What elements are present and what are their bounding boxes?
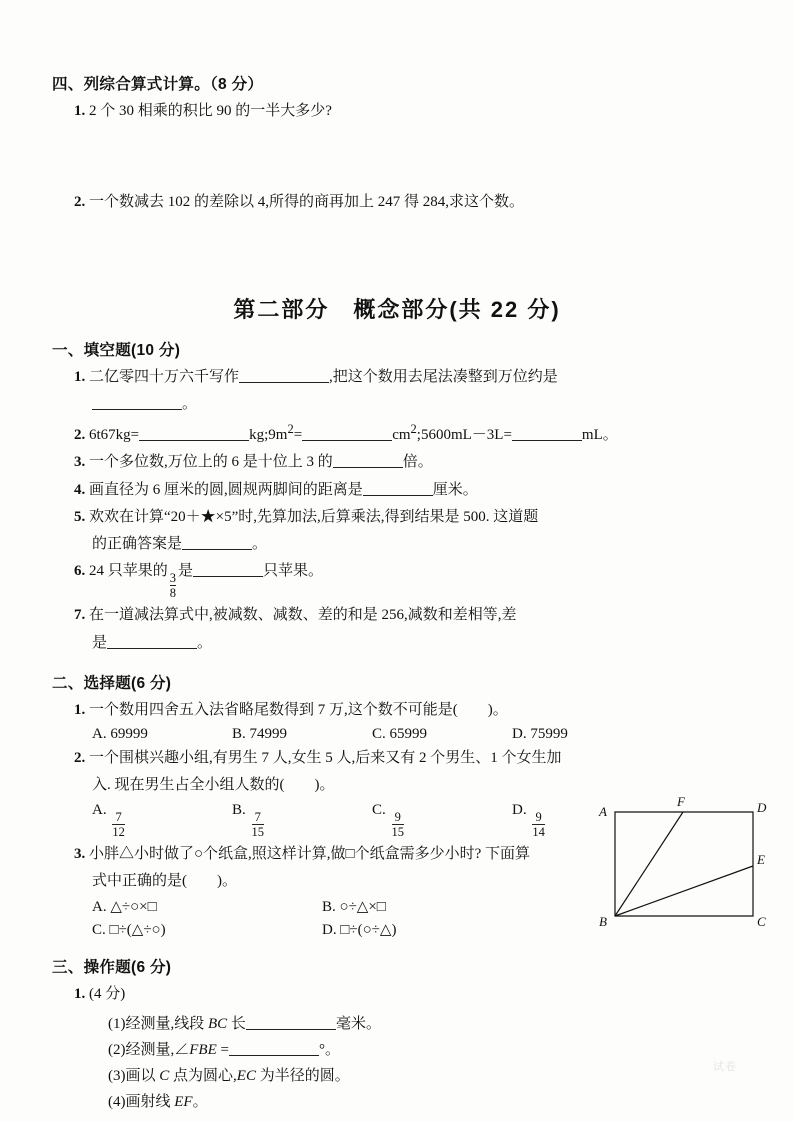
section-heading-4: 四、列综合算式计算。（8 分） bbox=[52, 76, 264, 93]
choice-item-1 bbox=[74, 699, 742, 722]
option-label: C. bbox=[372, 801, 386, 818]
operate-item-1 bbox=[74, 983, 742, 1006]
option-b[interactable]: B. ○÷△×□ bbox=[322, 899, 386, 916]
math-symbol: EC bbox=[236, 1068, 256, 1084]
answer-blank[interactable] bbox=[333, 452, 403, 468]
fraction-denominator: 8 bbox=[169, 586, 177, 601]
answer-blank[interactable] bbox=[363, 480, 433, 496]
question-number: 2. bbox=[74, 750, 86, 767]
fill-item-4 bbox=[74, 479, 742, 502]
section-heading-fill: 一、填空题(10 分) bbox=[52, 341, 181, 359]
fraction bbox=[532, 811, 545, 839]
answer-blank[interactable] bbox=[512, 425, 582, 441]
option-c[interactable] bbox=[372, 802, 512, 839]
geometry-figure bbox=[595, 788, 785, 938]
option-a[interactable]: A. 69999 bbox=[92, 726, 148, 743]
question-text: ;5600mL－3L= bbox=[416, 427, 512, 443]
question-score: (4 分) bbox=[89, 986, 126, 1003]
operate-sub-4 bbox=[108, 1089, 742, 1115]
option-a[interactable] bbox=[92, 802, 232, 839]
question-text: kg;9m bbox=[249, 427, 288, 443]
option-c[interactable]: C. □÷(△÷○) bbox=[92, 922, 166, 939]
fraction-denominator: 15 bbox=[251, 824, 265, 839]
figure-label-D: D bbox=[757, 800, 767, 815]
operate-sub-2 bbox=[108, 1037, 742, 1063]
question-number: 1. bbox=[74, 986, 86, 1003]
line-be bbox=[615, 866, 753, 916]
option-b[interactable]: B. 74999 bbox=[232, 726, 288, 743]
question-number: 5. bbox=[74, 508, 86, 525]
question-number: 3. bbox=[74, 454, 86, 471]
answer-blank[interactable] bbox=[92, 394, 182, 410]
fraction-numerator: 9 bbox=[394, 809, 401, 824]
option-label: D. bbox=[512, 801, 527, 818]
answer-blank[interactable] bbox=[246, 1014, 336, 1030]
option-d[interactable]: D. 75999 bbox=[512, 726, 568, 743]
figure-label-A: A bbox=[599, 804, 607, 819]
option-label: A. bbox=[92, 801, 107, 818]
question-text: 小胖△小时做了○个纸盒,照这样计算,做□个纸盒需多少小时? 下面算 bbox=[89, 845, 531, 862]
question-text: 。 bbox=[252, 536, 268, 552]
math-symbol: EF bbox=[174, 1094, 193, 1111]
question-text: 二亿零四十万六千写作 bbox=[89, 368, 240, 385]
question-number: 7. bbox=[74, 607, 86, 624]
question-text: 一个多位数,万位上的 6 是十位上 3 的 bbox=[89, 454, 333, 471]
question-text: ,把这个数用去尾法凑整到万位约是 bbox=[329, 368, 558, 385]
fraction bbox=[112, 811, 125, 839]
superscript: 2 bbox=[287, 422, 294, 436]
option-c[interactable]: C. 65999 bbox=[372, 726, 428, 743]
answer-blank[interactable] bbox=[239, 367, 329, 383]
question-text: 24 只苹果的 bbox=[89, 563, 168, 580]
fraction-denominator: 14 bbox=[532, 824, 545, 839]
fraction bbox=[252, 811, 265, 839]
answer-blank[interactable] bbox=[229, 1040, 319, 1056]
superscript: 2 bbox=[410, 422, 417, 436]
math-symbol: BC bbox=[208, 1015, 228, 1032]
question-text: (2)经测量,∠ bbox=[108, 1041, 190, 1058]
question-text: 倍。 bbox=[402, 454, 433, 471]
question-text: 一个数减去 102 的差除以 4,所得的商再加上 247 得 284,求这个数。 bbox=[89, 194, 525, 211]
question-number: 1. bbox=[74, 103, 86, 119]
choice-item-2 bbox=[74, 747, 742, 770]
fill-item-6 bbox=[74, 560, 742, 600]
question-text: 为半径的圆。 bbox=[255, 1068, 350, 1084]
fill-item-1 bbox=[74, 366, 742, 389]
answer-blank[interactable] bbox=[107, 633, 197, 649]
question-text: 只苹果。 bbox=[263, 563, 324, 580]
watermark: 试卷 bbox=[713, 1061, 737, 1073]
answer-blank[interactable] bbox=[302, 425, 392, 441]
option-d[interactable]: D. □÷(○÷△) bbox=[322, 922, 397, 939]
question-text: cm bbox=[392, 427, 411, 443]
option-label: B. bbox=[232, 801, 246, 818]
question-text: 画直径为 6 厘米的圆,圆规两脚间的距离是 bbox=[89, 481, 363, 498]
option-a[interactable]: A. △÷○×□ bbox=[92, 899, 157, 916]
fraction-numerator: 3 bbox=[169, 571, 177, 586]
question-text: 2 个 30 相乘的积比 90 的一半大多少? bbox=[89, 103, 332, 119]
question-text: mL。 bbox=[581, 427, 618, 443]
question-text: = bbox=[293, 427, 303, 443]
question-text: 点为圆心, bbox=[169, 1068, 237, 1084]
fill-item-2 bbox=[74, 420, 742, 447]
question-number: 1. bbox=[74, 368, 86, 385]
question-text: 厘米。 bbox=[432, 481, 478, 498]
option-b[interactable] bbox=[232, 802, 372, 839]
math-symbol: FBE bbox=[189, 1041, 217, 1058]
fraction bbox=[392, 811, 405, 839]
question-text: 是 bbox=[92, 634, 108, 651]
fraction-denominator: 12 bbox=[112, 824, 125, 839]
page-content bbox=[52, 72, 742, 1116]
question-number: 1. bbox=[74, 701, 86, 718]
question-text: 一个数用四舍五入法省略尾数得到 7 万,这个数不可能是( )。 bbox=[89, 701, 508, 718]
question-text: °。 bbox=[318, 1041, 340, 1058]
figure-label-C: C bbox=[757, 914, 766, 929]
fraction-numerator: 7 bbox=[115, 809, 122, 824]
answer-space bbox=[52, 219, 742, 283]
question-text: (3)画以 bbox=[108, 1068, 160, 1084]
fill-item-7-cont bbox=[92, 632, 742, 655]
question-number: 2. bbox=[74, 194, 86, 211]
section-heading-operate: 三、操作题(6 分) bbox=[52, 959, 172, 977]
answer-blank[interactable] bbox=[139, 425, 249, 441]
question-text: 6t67kg= bbox=[89, 427, 140, 443]
fraction bbox=[170, 572, 176, 600]
line-bf bbox=[615, 812, 683, 916]
question-text: 式中正确的是( )。 bbox=[92, 873, 237, 889]
question-text: 欢欢在计算“20＋★×5”时,先算加法,后算乘法,得到结果是 500. 这道题 bbox=[89, 508, 539, 525]
question-number: 2. bbox=[74, 427, 86, 443]
question-number: 4. bbox=[74, 481, 86, 498]
fill-item-5 bbox=[74, 506, 742, 529]
question-text: 的正确答案是 bbox=[92, 536, 183, 552]
operate-sub-3 bbox=[108, 1063, 742, 1089]
question-text: 入. 现在男生占全小组人数的( )。 bbox=[92, 777, 335, 794]
fill-item-5-cont bbox=[92, 533, 742, 556]
question-text: 。 bbox=[197, 634, 213, 651]
question-number: 3. bbox=[74, 845, 86, 862]
question-text: 毫米。 bbox=[335, 1015, 381, 1032]
question-text: 。 bbox=[192, 1094, 208, 1111]
question-text: 长 bbox=[227, 1015, 246, 1032]
question-4-1 bbox=[74, 100, 742, 123]
question-4-2 bbox=[74, 191, 742, 214]
question-number: 6. bbox=[74, 563, 86, 580]
figure-label-E: E bbox=[757, 852, 765, 867]
math-symbol: C bbox=[159, 1068, 170, 1084]
figure-label-B: B bbox=[599, 914, 607, 929]
question-text: (4)画射线 bbox=[108, 1094, 175, 1111]
answer-blank[interactable] bbox=[193, 561, 263, 577]
fill-item-7 bbox=[74, 604, 742, 627]
rectangle-abcd bbox=[615, 812, 753, 916]
fill-item-3 bbox=[74, 451, 742, 474]
answer-blank[interactable] bbox=[182, 534, 252, 550]
question-text: 。 bbox=[182, 395, 198, 412]
question-text: (1)经测量,线段 bbox=[108, 1015, 208, 1032]
question-text: 在一道减法算式中,被减数、减数、差的和是 256,减数和差相等,差 bbox=[89, 607, 517, 624]
fraction-denominator: 15 bbox=[391, 824, 405, 839]
figure-label-F: F bbox=[677, 794, 685, 809]
question-text: = bbox=[216, 1041, 229, 1058]
fraction-numerator: 9 bbox=[535, 809, 542, 824]
operate-sub-1 bbox=[108, 1011, 742, 1037]
answer-space bbox=[52, 127, 742, 191]
fill-item-1-cont bbox=[92, 393, 742, 416]
section-heading-choice: 二、选择题(6 分) bbox=[52, 674, 172, 692]
question-text: 是 bbox=[178, 563, 194, 580]
question-text: 一个围棋兴趣小组,有男生 7 人,女生 5 人,后来又有 2 个男生、1 个女生加 bbox=[89, 750, 562, 767]
part-two-title: 第二部分 概念部分(共 22 分) bbox=[233, 296, 561, 322]
fraction-numerator: 7 bbox=[254, 809, 261, 824]
choice-1-options bbox=[92, 726, 742, 743]
